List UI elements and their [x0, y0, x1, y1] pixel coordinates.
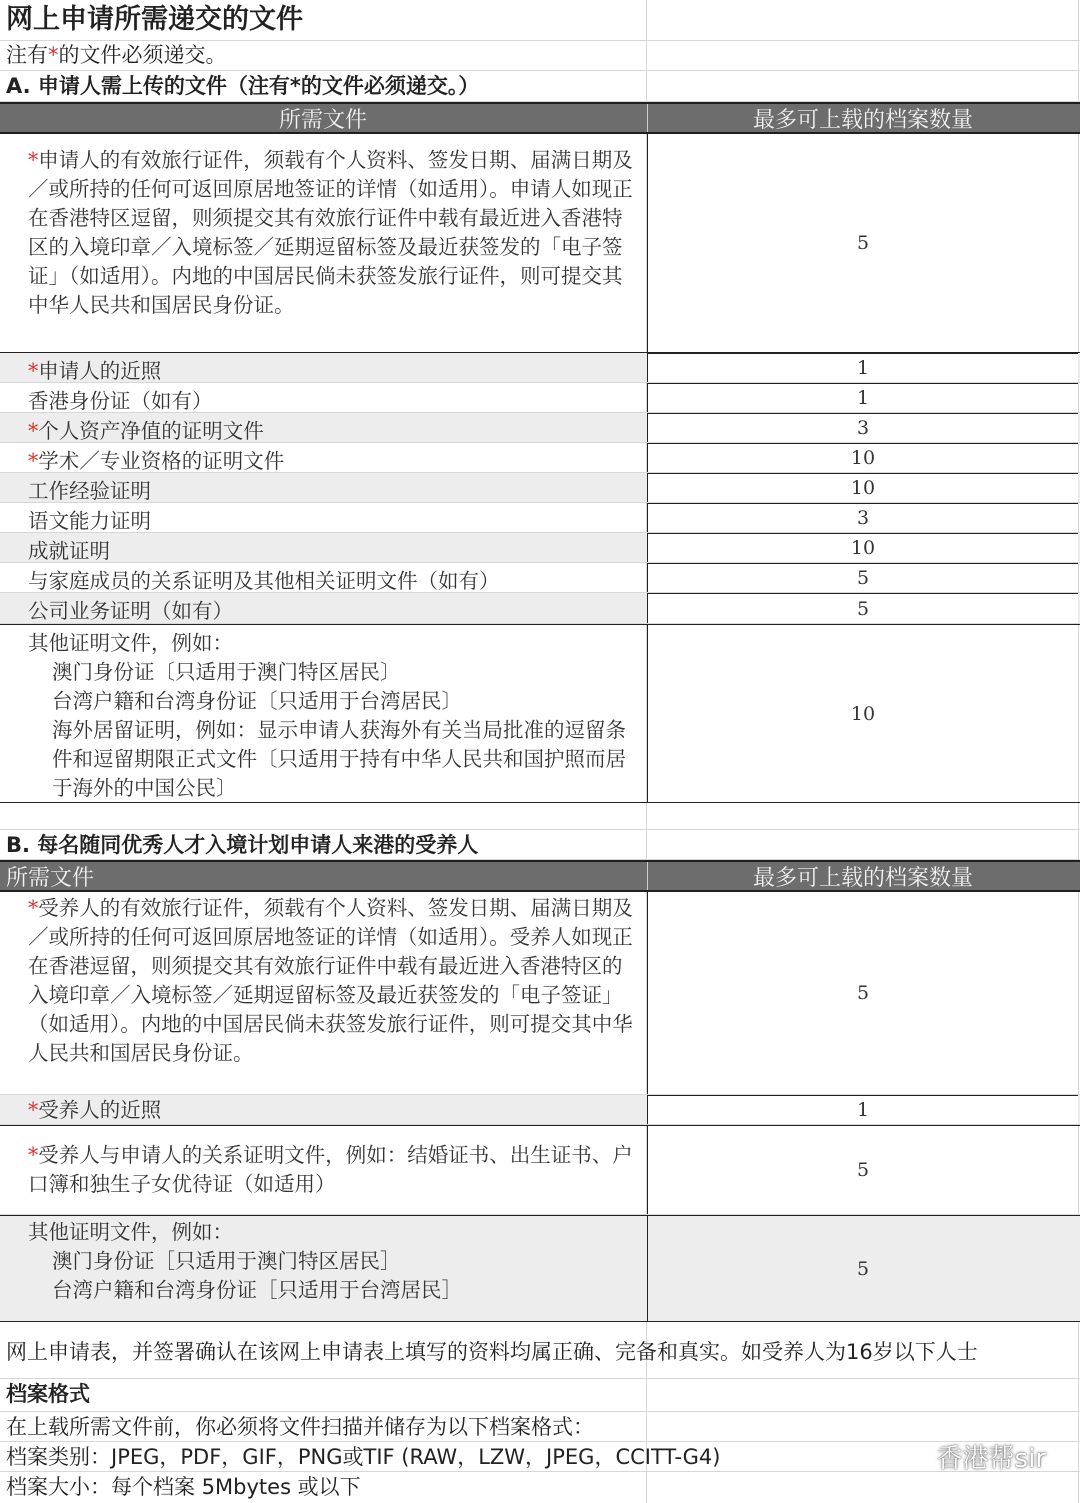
section-a-table-header [0, 102, 1080, 134]
document-cell: 香港身份证（如有） [28, 389, 213, 413]
document-cell: 与家庭成员的关系证明及其他相关证明文件（如有） [28, 569, 500, 593]
count-cell: 5 [647, 1126, 1078, 1214]
file-types: 档案类别：JPEG，PDF，GIF，PNG或TIF (RAW，LZW，JPEG，CCITT-G4) [6, 1445, 721, 1469]
document-cell: *个人资产净值的证明文件 [28, 419, 264, 443]
document-cell: 语文能力证明 [28, 509, 151, 533]
application-form-note: 网上申请表，并签署确认在该网上申请表上填写的资料均属正确、完备和真实。如受养人为16岁以下人士 [6, 1340, 978, 1364]
list-item: 澳门身份证〔只适用于澳门特区居民〕 [52, 660, 401, 684]
spacer-row [0, 1322, 1080, 1379]
table-row [0, 892, 1080, 1095]
document-cell: *受养人的有效旅行证件，须载有个人资料、签发日期、届满日期及／或所持的任何可返回原居地签证的详情（如适用）。受养人如现正在香港逗留，则须提交其有效旅行证件中载有最近进入香港特区的入境印章／入境标签／延期逗留标签及最近获签发的「电子签证」（如适用）。内地的中国居民倘未获签发旅行证件，则可提交其中华人民共和国居民身份证。 [28, 896, 633, 1065]
document-cell: *申请人的近照 [28, 359, 162, 383]
list-item: 台湾户籍和台湾身份证［只适用于台湾居民］ [52, 1278, 462, 1302]
count-cell: 5 [647, 1216, 1078, 1321]
count-cell: 3 [647, 503, 1078, 532]
document-cell: 公司业务证明（如有） [28, 599, 233, 623]
list-item: 澳门身份证［只适用于澳门特区居民］ [52, 1249, 401, 1273]
note-row [0, 41, 1080, 71]
count-cell: 5 [647, 593, 1078, 623]
required-star: * [48, 43, 59, 67]
table-row [0, 533, 1080, 563]
document-cell: 成就证明 [28, 539, 110, 563]
format-heading: 档案格式 [6, 1382, 90, 1406]
page-title: 网上申请所需递交的文件 [6, 4, 303, 35]
count-cell: 1 [647, 383, 1078, 412]
file-size: 档案大小：每个档案 5Mbytes 或以下 [6, 1475, 361, 1499]
list-item: 海外居留证明，例如：显示申请人获海外有关当局批准的逗留条件和逗留期限正式文件〔只适用于持有中华人民共和国护照而居于海外的中国公民〕 [52, 718, 626, 800]
count-cell: 1 [647, 353, 1078, 382]
size-row [0, 1472, 1080, 1503]
format-instruction: 在上载所需文件前，你必须将文件扫描并储存为以下档案格式： [6, 1415, 594, 1439]
table-row [0, 563, 1080, 593]
count-cell: 5 [647, 892, 1078, 1094]
section-b-heading: B. 每名随同优秀人才入境计划申请人来港的受养人 [6, 833, 479, 857]
table-row [0, 134, 1080, 353]
table-row [0, 1095, 1080, 1125]
spacer-row [0, 803, 1080, 830]
section-b-table-header [0, 860, 1080, 892]
table-row [0, 1125, 1080, 1215]
table-row [0, 413, 1080, 443]
document-cell: *受养人与申请人的关系证明文件，例如：结婚证书、出生证书、户口簿和独生子女优待证（如适用） [28, 1143, 633, 1196]
column-header-max-files: 最多可上载的档案数量 [647, 104, 1078, 132]
required-note: 注有*的文件必须递交。 [6, 43, 227, 67]
watermark [895, 1438, 1046, 1475]
column-header-documents: 所需文件 [278, 107, 367, 133]
document-cell: *学术／专业资格的证明文件 [28, 449, 285, 473]
count-cell: 5 [647, 134, 1078, 352]
count-cell: 10 [647, 625, 1078, 802]
count-cell: 10 [647, 533, 1078, 562]
count-cell: 1 [647, 1095, 1078, 1124]
section-a-heading: A. 申请人需上传的文件（注有*的文件必须递交。） [6, 74, 480, 98]
table-row-other-documents [0, 624, 1080, 803]
document-cell: 其他证明文件，例如： 澳门身份证［只适用于澳门特区居民］ 台湾户籍和台湾身份证［只适用于台湾居民］ [0, 1216, 646, 1321]
table-row [0, 383, 1080, 413]
document-cell: *受养人的近照 [28, 1098, 162, 1122]
count-cell: 10 [647, 443, 1078, 472]
count-cell: 3 [647, 413, 1078, 442]
table-row [0, 443, 1080, 473]
format-heading-row [0, 1379, 1080, 1412]
count-cell: 10 [647, 473, 1078, 502]
table-row [0, 593, 1080, 624]
section-b-heading-row [0, 830, 1080, 860]
column-header-documents: 所需文件 [6, 865, 95, 891]
table-row-other-documents [0, 1215, 1080, 1322]
section-a-heading-row [0, 71, 1080, 102]
title-row [0, 0, 1080, 41]
wechat-icon [895, 1442, 931, 1472]
document-cell: 其他证明文件，例如： 澳门身份证〔只适用于澳门特区居民〕 台湾户籍和台湾身份证〔只适用于台湾居民〕 海外居留证明，例如：显示申请人获海外有关当局批准的逗留条件和逗留期限正式文件〔只适用于持有中华人民共和国护照而居于海外的中国公民〕 [0, 625, 646, 802]
document-cell: *申请人的有效旅行证件，须载有个人资料、签发日期、届满日期及／或所持的任何可返回原居地签证的详情（如适用）。申请人如现正在香港特区逗留，则须提交其有效旅行证件中载有最近进入香港特区的入境印章／入境标签／延期逗留标签及最近获签发的「电子签证」（如适用）。内地的中国居民倘未获签发旅行证件，则可提交其中华人民共和国居民身份证。 [28, 148, 633, 317]
table-row [0, 473, 1080, 503]
table-row [0, 353, 1080, 383]
document-cell: 工作经验证明 [28, 479, 151, 503]
column-header-max-files: 最多可上载的档案数量 [647, 862, 1078, 890]
watermark-text: 香港帮sir [936, 1444, 1046, 1474]
count-cell: 5 [647, 563, 1078, 592]
table-row [0, 503, 1080, 533]
list-item: 台湾户籍和台湾身份证〔只适用于台湾居民〕 [52, 689, 462, 713]
